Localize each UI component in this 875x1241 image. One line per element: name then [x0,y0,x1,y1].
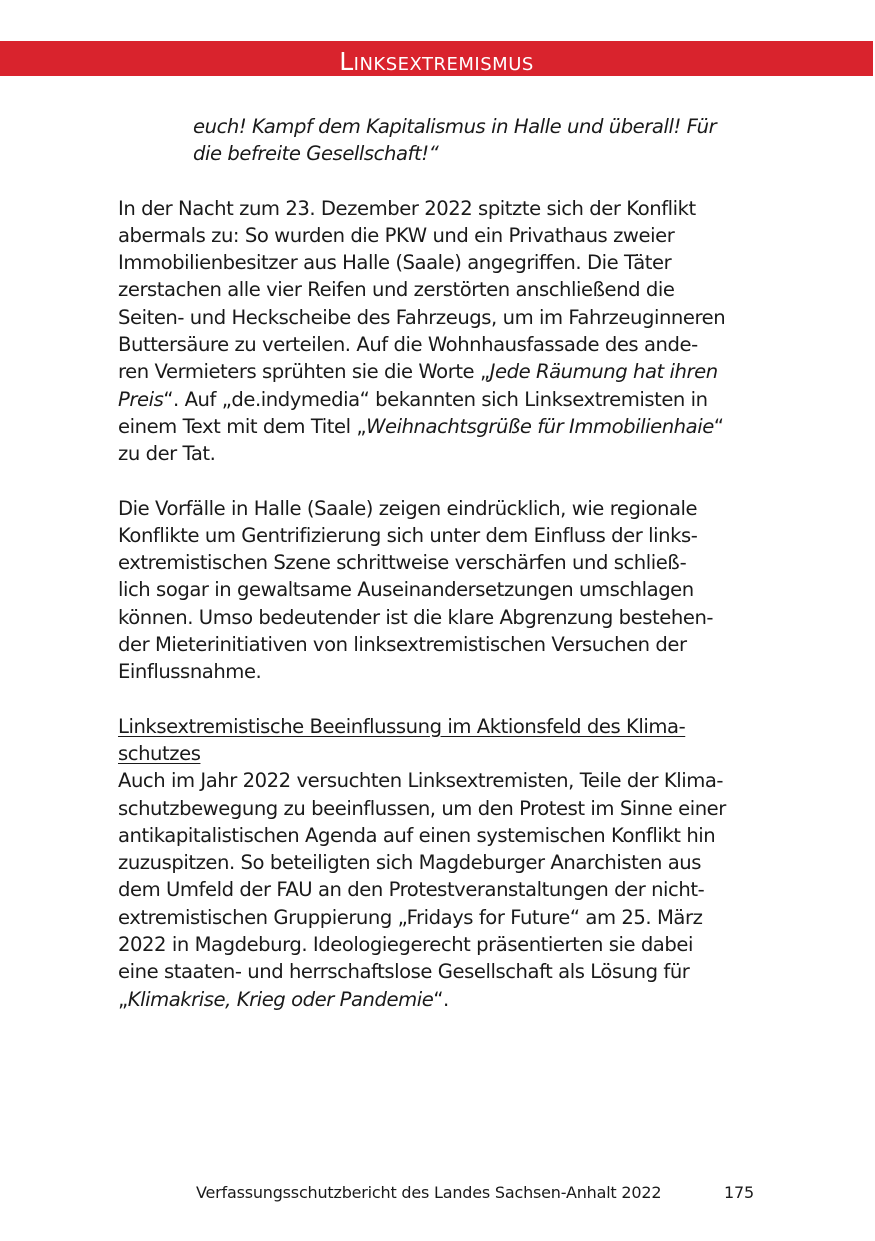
text-line: Die Vorfälle in Halle (Saale) zeigen eindrücklich, wie regionale [118,496,698,520]
text-run: „ [118,987,128,1011]
page-content [118,113,758,1013]
text-line: dem Umfeld der FAU an den Protestveranstaltungen der nicht- [118,878,705,902]
quote-block [118,113,758,168]
text-line: schutzbewegung zu beeinflussen, um den Protest im Sinne einer [118,796,726,820]
text-line: eine staaten- und herrschaftslose Gesellschaft als Lösung für [118,960,690,984]
quoted-title: Weihnachtsgrüße für Immobilienhaie [366,414,714,438]
page-number: 175 [724,1183,754,1202]
text-line: extremistischen Gruppierung „Fridays for Future“ am 25. März [118,905,703,929]
quote-line: die befreite Gesellschaft!“ [193,142,439,166]
text-line: antikapitalistischen Agenda auf einen systemischen Konflikt hin [118,823,716,847]
subheading-line: schutzes [118,741,201,765]
text-line: zuzuspitzen. So beteiligten sich Magdeburger Anarchisten aus [118,851,701,875]
text-line: zu der Tat. [118,442,216,466]
paragraph-assessment [118,495,758,686]
text-line: lich sogar in gewaltsame Auseinandersetzungen umschlagen [118,578,694,602]
text-line: Auch im Jahr 2022 versuchten Linksextremisten, Teile der Klima- [118,769,724,793]
paragraph-climate [118,767,758,1013]
page-footer [0,1181,875,1205]
text-line: Immobilienbesitzer aus Halle (Saale) angegriffen. Die Täter [118,251,672,275]
text-run: “. [433,987,449,1011]
quote-line: euch! Kampf dem Kapitalismus in Halle und überall! Für [193,115,717,138]
text-line: Seiten- und Heckscheibe des Fahrzeugs, um im Fahrzeuginneren [118,305,726,329]
text-line: In der Nacht zum 23. Dezember 2022 spitzte sich der Konflikt [118,196,696,220]
section-header-band [0,41,873,76]
text-line: Einflussnahme. [118,660,262,684]
text-line: können. Umso bedeutender ist die klare Abgrenzung bestehen- [118,605,714,629]
subheading-line: Linksextremistische Beeinflussung im Aktionsfeld des Klima- [118,714,686,738]
text-line [118,413,758,440]
text-line: der Mieterinitiativen von linksextremistischen Versuchen der [118,633,687,657]
paragraph-incident [118,195,758,468]
text-run: “. Auf „de.indymedia“ bekannten sich Linksextremisten in [163,387,708,411]
subheading-climate [118,713,758,768]
text-line [118,386,758,413]
quoted-slogan: Jede Räumung hat ihren [489,360,718,384]
quoted-slogan: Klimakrise, Krieg oder Pandemie [127,987,434,1011]
quoted-slogan: Preis [118,387,164,411]
text-line [118,986,758,1013]
section-title: Linksextremismus [339,47,534,76]
text-run: “ [713,414,724,438]
text-line [118,358,758,385]
footer-title: Verfassungsschutzbericht des Landes Sachsen-Anhalt 2022 [196,1183,662,1202]
text-line: 2022 in Magdeburg. Ideologiegerecht präsentierten sie dabei [118,933,693,957]
text-run: ren Vermieters sprühten sie die Worte „ [118,360,490,384]
text-line: Konflikte um Gentrifizierung sich unter dem Einfluss der links- [118,523,698,547]
text-line: extremistischen Szene schrittweise verschärfen und schließ- [118,551,687,575]
text-line: Buttersäure zu verteilen. Auf die Wohnhausfassade des ande- [118,333,698,357]
text-line: zerstachen alle vier Reifen und zerstörten anschließend die [118,278,675,302]
text-line: abermals zu: So wurden die PKW und ein Privathaus zweier [118,223,675,247]
text-run: einem Text mit dem Titel „ [118,414,367,438]
